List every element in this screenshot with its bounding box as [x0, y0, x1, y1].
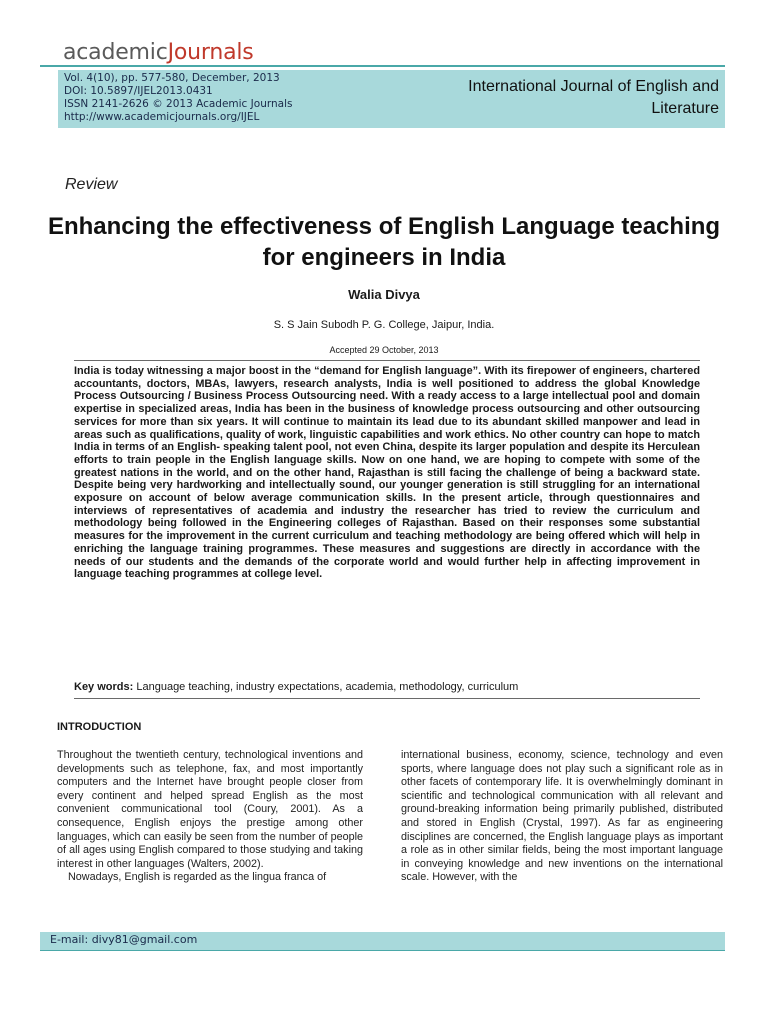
author-email[interactable]: E-mail: divy81@gmail.com [50, 933, 198, 946]
section-heading-introduction: INTRODUCTION [57, 721, 142, 733]
meta-volume: Vol. 4(10), pp. 577-580, December, 2013 [64, 72, 280, 84]
logo-journals: Journals [167, 40, 254, 65]
keywords [74, 681, 518, 693]
author-name: Walia Divya [348, 287, 420, 302]
logo-academic: academic [63, 40, 168, 65]
meta-issn: ISSN 2141-2626 © 2013 Academic Journals [64, 98, 293, 110]
keywords-list: Language teaching, industry expectations, academia, methodology, curriculum [136, 681, 519, 693]
journal-name-line2: Literature [651, 100, 719, 117]
body-column-right [401, 749, 723, 885]
article-title: Enhancing the effectiveness of English Language teaching for engineers in India [47, 213, 721, 271]
journal-info-box [58, 70, 725, 128]
paragraph: Nowadays, English is regarded as the lingua franca of [68, 871, 327, 884]
journal-name [419, 76, 719, 120]
meta-doi: DOI: 10.5897/IJEL2013.0431 [64, 85, 213, 97]
header-divider [40, 65, 725, 67]
article-type: Review [65, 176, 118, 193]
keywords-divider [74, 698, 700, 699]
meta-url[interactable]: http://www.academicjournals.org/IJEL [64, 111, 260, 123]
keywords-label: Key words: [74, 681, 134, 693]
accepted-date: Accepted 29 October, 2013 [329, 345, 439, 355]
footer-bar [40, 932, 725, 950]
publisher-logo [63, 40, 254, 65]
paragraph: Throughout the twentieth century, technological inventions and developments such as telephone, fax, and most importantly computers and the Internet have brought people closer from every continent and helped spread English as the most convenient communicational tool (Coury, 2001). As a consequence, English enjoys the prestige among other languages, which can easily be seen from the number of people of all ages using English compared to those studying and taking interest in other languages (Walters, 2002). [57, 749, 363, 870]
author-affiliation: S. S Jain Subodh P. G. College, Jaipur, India. [273, 319, 495, 331]
abstract: India is today witnessing a major boost in the “demand for English language”. With its firepower of engineers, chartered accountants, doctors, MBAs, lawyers, research analysts, India is well positioned to address the global Knowledge Process Outsourcing / Business Process Outsourcing need. With a ready access to a large intellectual pool and domain expertise in specialized areas, India has been in the business of knowledge process outsourcing and other outsourcing services for more than six years. It will continue to maintain its lead due to its abundant skilled manpower and lead in areas such as qualifications, quality of work, linguistic capabilities and work ethics. No other country can hope to match India in terms of an English- speaking talent pool, not even China, despite its larger population and despite its Herculean efforts to train people in the English language skills. Now on one hand, we are hoping to compete with some of the greatest nations in the world, and on the other hand, Rajasthan is still facing the challenge of being a backward state. Despite being very hardworking and intellectually sound, our younger generation is still struggling for an international exposure on account of below average communication skills. In the present article, through questionnaires and interviews of representatives of academia and industry the researcher has tried to review the curriculum and methodology being followed in the Engineering colleges of Rajasthan. Based on their responses some substantial measures for the improvement in the current curriculum and teaching methodology are being offered which will help in enriching the language training programmes. These measures and suggestions are directly in accordance with the needs of our students and the demands of the corporate world and would further help in affecting improvement in language teaching programmes at college level. [74, 360, 700, 581]
footer-divider [40, 950, 725, 951]
article-meta [64, 72, 292, 124]
body-column-left [57, 749, 363, 885]
paragraph: international business, economy, science, technology and even sports, where language does not play such a significant role as in other facets of contemporary life. It is overwhelmingly dominant in scientific and technological communication with all relevant and ground-breaking information being primarily published, distributed and stored in English (Crystal, 1997). As far as engineering disciplines are concerned, the English language plays as important a role as in other similar fields, being the most important language in conveying knowledge and new inventions on the international scale. However, with the [401, 749, 723, 884]
journal-name-line1: International Journal of English and [468, 78, 719, 95]
